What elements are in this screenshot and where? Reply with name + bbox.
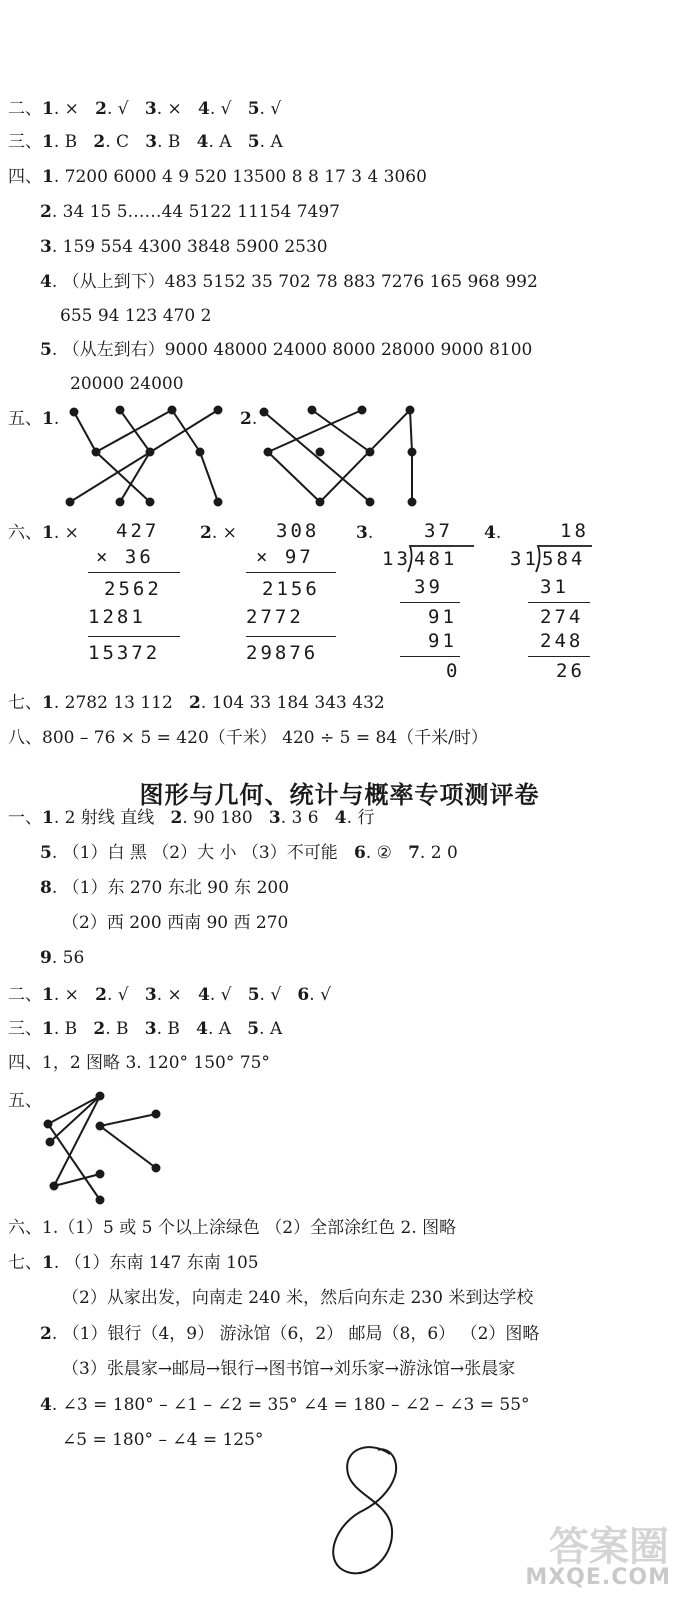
calc2-rule-1 [246, 572, 336, 573]
calc3-dividend: 481 [414, 548, 458, 570]
calc3-mid: 91 [428, 606, 457, 628]
calc2-rule-2 [246, 636, 336, 637]
geo-line-8a: 8. （1）东 270 东北 90 东 200 [40, 878, 290, 898]
answer-line-6-2-label: 2. × [200, 523, 237, 543]
answer-line-4-1: 四、1. 7200 6000 4 9 520 13500 8 8 17 3 4 3060 [8, 167, 427, 187]
calc4-mid: 274 [540, 606, 584, 628]
answer-line-8: 八、800 – 76 × 5 = 420（千米） 420 ÷ 5 = 84（千米/时） [8, 728, 488, 748]
calc2-multiplier: × 97 [256, 546, 314, 568]
calc4-divisor: 31 [510, 548, 539, 570]
answer-line-4-3: 3. 159 554 4300 3848 5900 2530 [40, 237, 328, 257]
calc2-partial-1: 2156 [262, 578, 320, 600]
geo-line-7-4b: ∠5 = 180° – ∠4 = 125° [62, 1430, 264, 1450]
matching-diagram-1 [60, 400, 230, 510]
geo-line-5: 5. （1）白 黑 （2）大 小 （3）不可能 6. ② 7. 2 0 [40, 843, 458, 863]
calc3-sub-1: 39 [414, 576, 443, 598]
calc1-rule-1 [88, 572, 180, 573]
handwritten-page-mark [320, 1440, 420, 1590]
calc4-rule-2 [528, 656, 590, 657]
answer-line-6-label: 六、1. × [8, 523, 79, 543]
calc3-rule-1 [400, 602, 460, 603]
calc2-partial-2: 2772 [246, 606, 304, 628]
matching-diagram-2 [262, 400, 432, 510]
calc1-multiplier: × 36 [96, 546, 154, 568]
answer-line-4-5: 5. （从左到右）9000 48000 24000 8000 28000 9000 8100 [40, 340, 533, 360]
calc1-multiplicand: 427 [116, 520, 160, 542]
answer-line-6-4-label: 4. [484, 523, 502, 543]
watermark-logo: 答案圈 [549, 1524, 669, 1570]
answer-line-4-5-cont: 20000 24000 [70, 374, 184, 394]
calc3-quotient: 37 [424, 520, 453, 542]
geo-matching-diagram [40, 1088, 170, 1208]
calc1-rule-2 [88, 636, 180, 637]
section-heading: 图形与几何、统计与概率专项测评卷 [139, 781, 540, 809]
answer-line-4-4-cont: 655 94 123 470 2 [60, 306, 212, 326]
geo-line-3: 三、1. B 2. B 3. B 4. A 5. A [8, 1019, 283, 1039]
answer-line-7: 七、1. 2782 13 112 2. 104 33 184 343 432 [8, 693, 385, 713]
calc4-dividend: 584 [542, 548, 586, 570]
calc2-multiplicand: 308 [276, 520, 320, 542]
answer-line-4-2: 2. 34 15 5……44 5122 11154 7497 [40, 202, 340, 222]
geo-line-1: 一、1. 2 射线 直线 2. 90 180 3. 3 6 4. 行 [8, 808, 375, 828]
calc3-rule-2 [400, 656, 460, 657]
geo-line-2: 二、1. × 2. √ 3. × 4. √ 5. √ 6. √ [8, 985, 331, 1005]
calc4-quotient: 18 [560, 520, 589, 542]
calc1-partial-1: 2562 [104, 578, 162, 600]
calc3-remainder: 0 [446, 660, 461, 682]
calc3-divisor: 13 [382, 548, 411, 570]
geo-line-6: 六、1.（1）5 或 5 个以上涂绿色 （2）全部涂红色 2. 图略 [8, 1218, 457, 1238]
geo-line-7-4a: 4. ∠3 = 180° – ∠1 – ∠2 = 35° ∠4 = 180 – ∠2 – ∠3 = 55° [40, 1395, 530, 1415]
geo-line-7-2b: （3）张晨家→邮局→银行→图书馆→刘乐家→游泳馆→张晨家 [62, 1359, 516, 1379]
geo-line-7-1b: （2）从家出发，向南走 240 米，然后向东走 230 米到达学校 [62, 1288, 534, 1308]
answer-line-2: 二、1. × 2. √ 3. × 4. √ 5. √ [8, 99, 282, 119]
answer-line-3: 三、1. B 2. C 3. B 4. A 5. A [8, 132, 283, 152]
geo-line-9: 9. 56 [40, 948, 85, 968]
geo-line-5-label: 五、 [8, 1091, 42, 1111]
calc1-result: 15372 [88, 642, 161, 664]
calc4-sub-2: 248 [540, 630, 584, 652]
watermark-url: MXQE.COM [525, 1565, 671, 1590]
calc1-partial-2: 1281 [88, 606, 146, 628]
calc2-result: 29876 [246, 642, 319, 664]
answer-line-6-3-label: 3. [356, 523, 374, 543]
calc4-remainder: 26 [556, 660, 585, 682]
geo-line-4: 四、1，2 图略 3. 120° 150° 75° [8, 1053, 270, 1073]
geo-line-7-2a: 2. （1）银行（4，9） 游泳馆（6，2） 邮局（8，6） （2）图略 [40, 1324, 540, 1344]
answer-line-5-label: 五、1. [8, 409, 60, 429]
calc4-rule-1 [528, 602, 590, 603]
geo-line-8b: （2）西 200 西南 90 西 270 [62, 913, 289, 933]
calc4-sub-1: 31 [540, 576, 569, 598]
answer-line-5-2-label: 2. [240, 409, 258, 429]
geo-line-7-1a: 七、1. （1）东南 147 东南 105 [8, 1253, 259, 1273]
answer-line-4-4: 4. （从上到下）483 5152 35 702 78 883 7276 165 968 992 [40, 272, 538, 292]
calc3-sub-2: 91 [428, 630, 457, 652]
